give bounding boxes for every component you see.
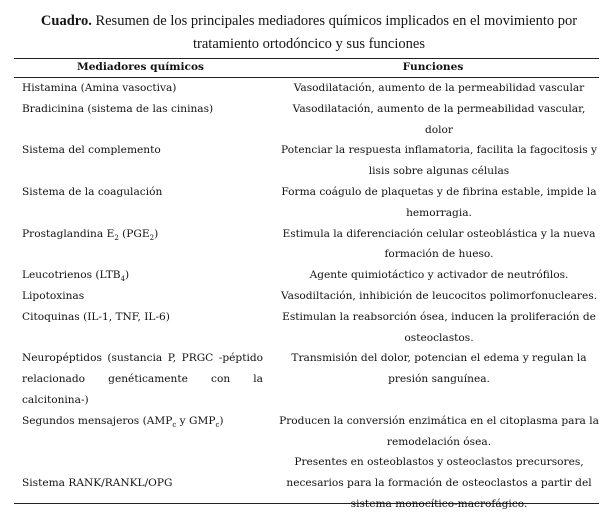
function-cell: Presentes en osteoblastos y osteoclastos precursores, necesarios para la formación de osteoclastos a partir del sistema monocítico-macrofágico. (286, 456, 592, 510)
mediator-cell: Histamina (Amina vasoctiva) (22, 82, 177, 94)
mediator-cell: Leucotrienos $(LTB_4)$ (22, 269, 130, 284)
table-row (14, 348, 599, 410)
table-caption (14, 10, 604, 56)
table-row (14, 265, 599, 286)
mediator-cell: Segundos mensajeros ($AMP_c$ y $GMP_c$) (22, 414, 224, 429)
table-row (14, 286, 599, 307)
function-cell: Vasodilatación, aumento de la permeabilidad vascular (293, 82, 585, 94)
column-header-mediators: Mediadores químicos (76, 61, 205, 73)
function-cell: Transmisión del dolor, potencian el edema y regulan la presión sanguínea. (291, 352, 587, 386)
table-row (14, 224, 599, 266)
mediator-cell: Lipotoxinas (22, 289, 85, 302)
function-cell: Vasodilatación, aumento de la permeabilidad vascular, dolor (292, 102, 586, 136)
table-row (14, 182, 599, 224)
mediator-cell: Citoquinas (IL-1, TNF, IL-6) (22, 310, 170, 323)
function-cell: Agente quimiotáctico y activador de neutrófilos. (309, 269, 569, 282)
function-cell: Estimula la diferenciación celular osteoblástica y la nueva formación de hueso. (282, 227, 596, 261)
mediator-cell: Bradicinina (sistema de las cininas) (22, 102, 214, 115)
table-row (14, 411, 599, 453)
table-row (14, 77, 599, 99)
caption-lead: Cuadro. (40, 13, 92, 29)
header-row (14, 58, 599, 77)
caption-text: Resumen de los principales mediadores químicos implicados en el movimiento por tratamiento ortodóncico y sus funciones (91, 13, 578, 52)
mediator-cell: Sistema del complemento (22, 144, 161, 157)
mediator-cell: Prostaglandina $E_2$ $(PGE_2)$ (22, 227, 159, 242)
column-header-functions: Funciones (402, 61, 464, 73)
mediator-cell: Neuropéptidos (sustancia P, PRGC -péptido relacionado genéticamente con la calcitonina-) (22, 352, 263, 406)
function-cell: Forma coágulo de plaquetas y de fibrina estable, impide la hemorragia. (281, 185, 597, 219)
table-row (14, 452, 599, 514)
function-cell: Vasodiltación, inhibición de leucocitos polimorfonucleares. (280, 289, 598, 302)
mediators-table (14, 58, 599, 515)
function-cell: Estimulan la reabsorción ósea, inducen la proliferación de osteoclastos. (282, 310, 596, 344)
function-cell: Producen la conversión enzimática en el citoplasma para la remodelación ósea. (279, 414, 599, 448)
mediator-cell: Sistema de la coagulación (22, 185, 163, 198)
mediator-cell: Sistema RANK/RANKL/OPG (22, 477, 173, 490)
table-row (14, 307, 599, 349)
table-row (14, 99, 599, 141)
function-cell: Potenciar la respuesta inflamatoria, facilita la fagocitosis y lisis sobre algunas células (281, 144, 597, 178)
table-row (14, 140, 599, 182)
